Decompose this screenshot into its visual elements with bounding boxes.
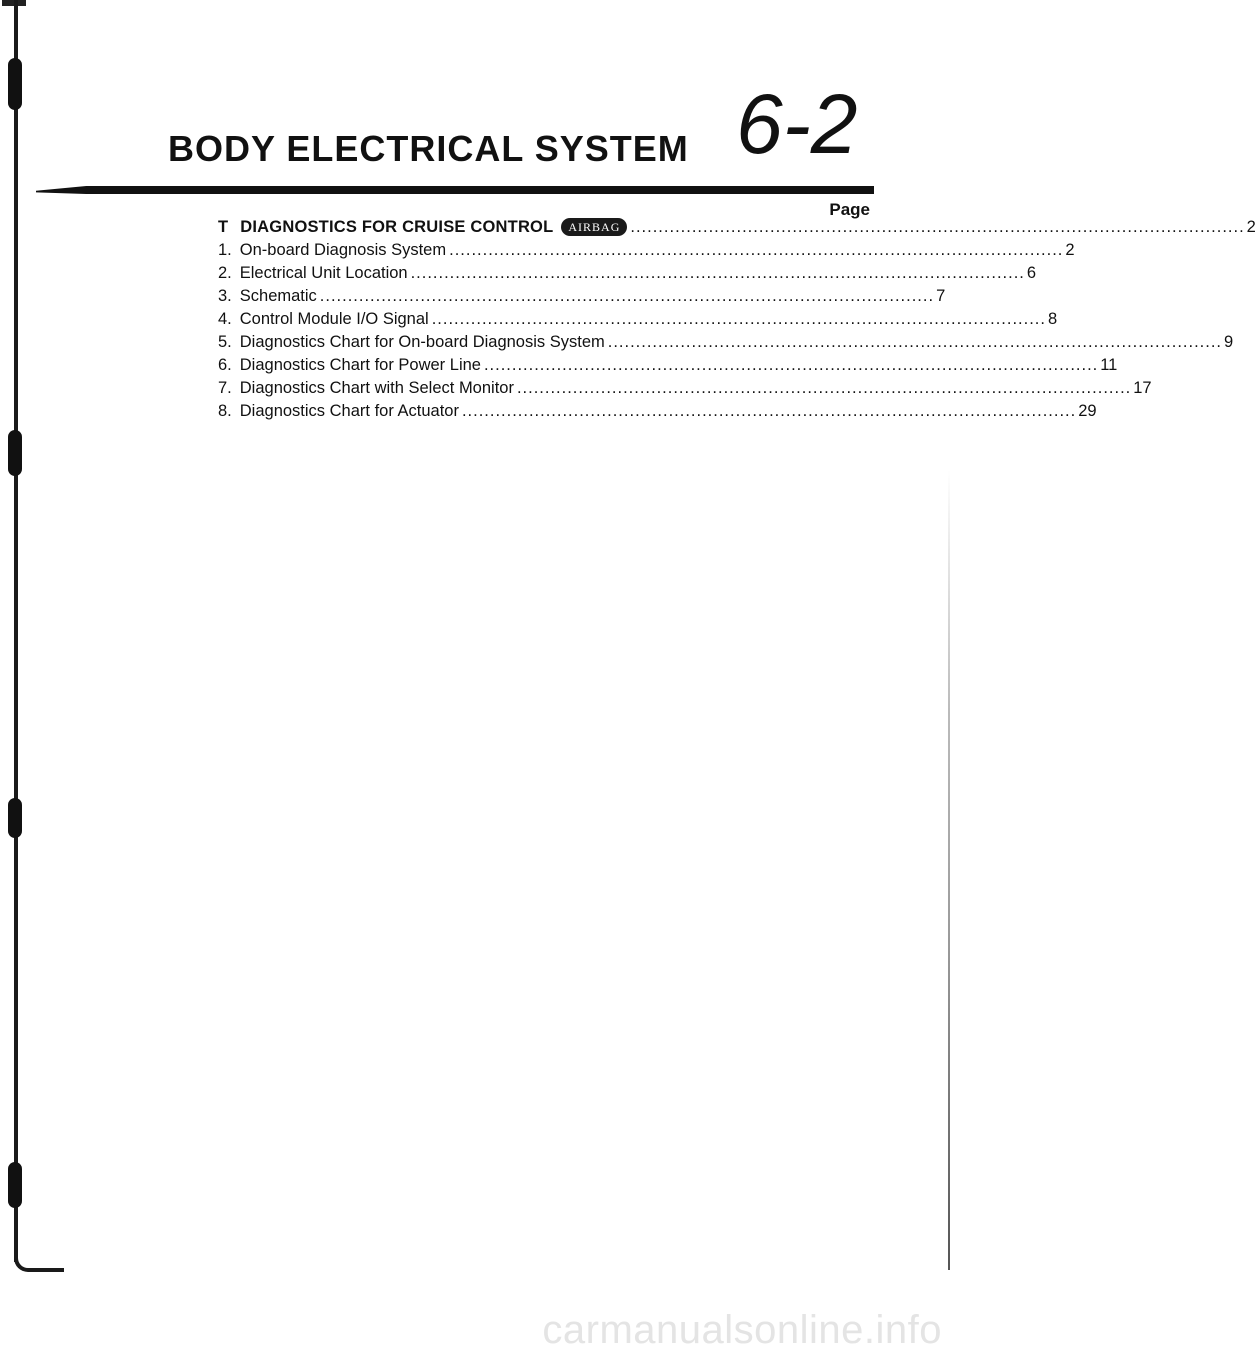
leader-dots: .............................................................................................................. [410, 264, 1025, 282]
leader-dots: .............................................................................................................. [607, 333, 1223, 351]
toc-item-number: 3. [218, 287, 232, 305]
toc-item-label: Diagnostics Chart with Select Monitor [239, 379, 514, 397]
header-rule [36, 186, 874, 194]
toc-item-label: Diagnostics Chart for On-board Diagnosis System [239, 333, 605, 351]
toc-item-number: 1. [218, 241, 232, 259]
page-right-edge [948, 470, 950, 1270]
toc-item-number: 2. [218, 264, 232, 282]
binding-edge-bottom [14, 1258, 64, 1272]
toc-item-number: 5. [218, 333, 232, 351]
toc-item-page: 8 [1047, 310, 1058, 328]
toc-item-label: Schematic [239, 287, 317, 305]
binding-mark [8, 58, 22, 110]
leader-dots: .............................................................................................................. [630, 218, 1245, 236]
toc-item-page: 2 [1065, 241, 1075, 259]
toc-item[interactable] [218, 264, 1037, 287]
binding-mark [8, 1162, 22, 1208]
toc-main-page: 2 [1246, 218, 1256, 236]
toc-main-prefix: T [218, 218, 229, 236]
leader-dots: .............................................................................................................. [431, 310, 1046, 328]
toc-item[interactable] [218, 287, 946, 310]
toc-item-page: 6 [1026, 264, 1037, 282]
leader-dots: .............................................................................................................. [449, 241, 1064, 259]
binding-edge [14, 0, 18, 1262]
leader-dots: .............................................................................................................. [516, 379, 1132, 397]
toc-item-page: 7 [936, 287, 946, 305]
page-title: BODY ELECTRICAL SYSTEM [168, 128, 689, 169]
toc-item-page: 29 [1078, 402, 1097, 420]
toc-item[interactable] [218, 379, 1152, 402]
toc-item-label: Electrical Unit Location [239, 264, 408, 282]
leader-dots: .............................................................................................................. [483, 356, 1099, 374]
toc-item-number: 4. [218, 310, 232, 328]
toc-item-label: Diagnostics Chart for Actuator [239, 402, 459, 420]
toc-item-number: 6. [218, 356, 232, 374]
toc-item-number: 7. [218, 379, 232, 397]
toc-item-label: On-board Diagnosis System [239, 241, 447, 259]
binding-mark [8, 798, 22, 838]
airbag-badge: AIRBAG [561, 218, 627, 236]
toc-item-page: 11 [1100, 356, 1118, 374]
toc-item-number: 8. [218, 402, 232, 420]
binding-mark [8, 430, 22, 476]
toc-item-label: Control Module I/O Signal [239, 310, 429, 328]
leader-dots: .............................................................................................................. [319, 287, 935, 305]
section-number: 6-2 [736, 77, 858, 171]
toc-item-label: Diagnostics Chart for Power Line [239, 356, 481, 374]
toc-item[interactable] [218, 241, 1075, 264]
table-of-contents [218, 218, 1256, 425]
watermark: carmanualsonline.info [542, 1308, 942, 1352]
toc-item[interactable] [218, 402, 1097, 425]
toc-main-entry[interactable] [218, 218, 1256, 241]
toc-main-label: DIAGNOSTICS FOR CRUISE CONTROL AIRBAG [240, 218, 627, 237]
toc-item-page: 17 [1133, 379, 1152, 397]
toc-item-page: 9 [1224, 333, 1234, 351]
toc-item[interactable] [218, 356, 1118, 379]
toc-item[interactable] [218, 333, 1234, 356]
leader-dots: .............................................................................................................. [461, 402, 1077, 420]
toc-item[interactable] [218, 310, 1058, 333]
page-column-label: Page [829, 200, 870, 219]
